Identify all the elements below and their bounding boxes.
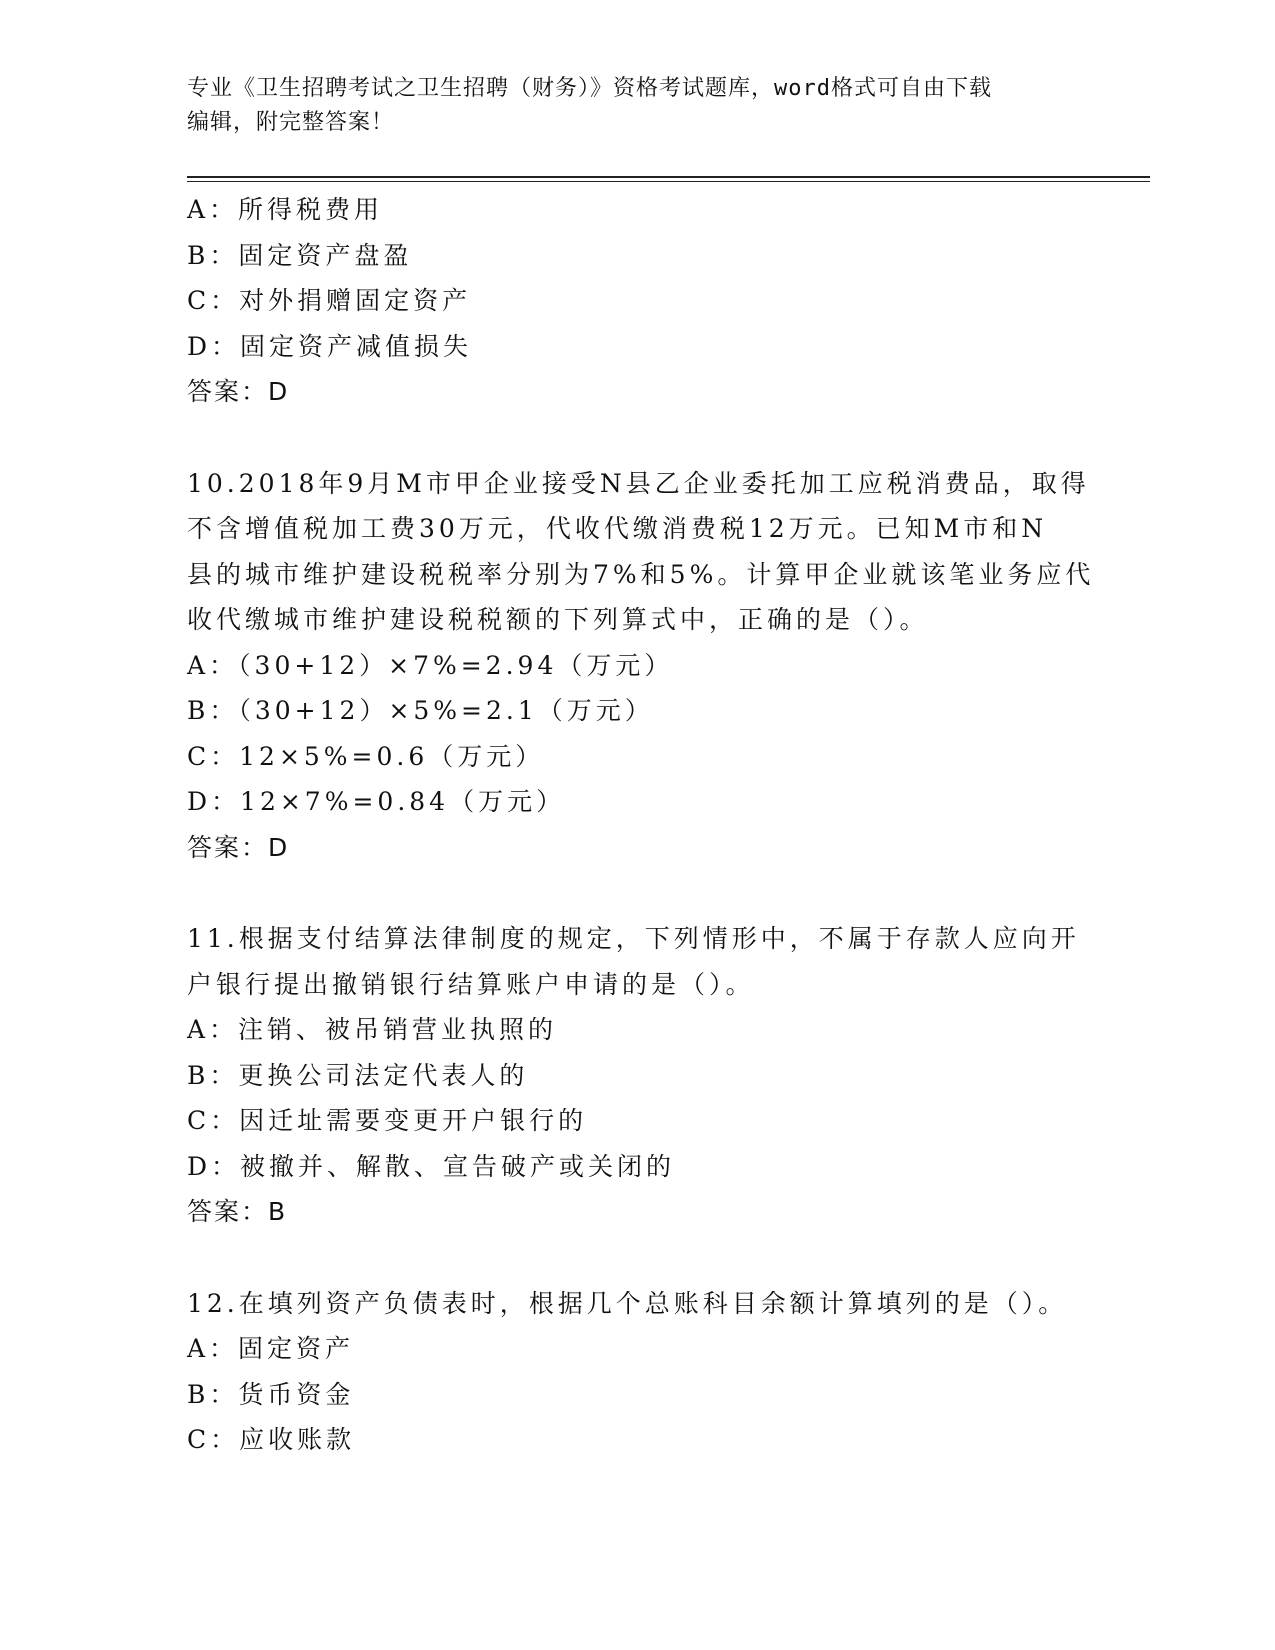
option-c: C：对外捐赠固定资产 xyxy=(187,286,472,315)
question-stem-line: 收代缴城市维护建设税税额的下列算式中，正确的是（）。 xyxy=(187,605,929,634)
header-divider-thick xyxy=(187,176,1150,178)
question-12 xyxy=(187,1281,1087,1463)
header-divider-thin xyxy=(187,181,1150,182)
question-10 xyxy=(187,461,1095,871)
option-d: D：固定资产减值损失 xyxy=(187,331,473,361)
document-header xyxy=(187,72,1087,140)
header-line-2: 编辑，附完整答案！ xyxy=(187,110,395,135)
spacer xyxy=(187,870,1087,916)
question-stem-line: 户银行提出撤销银行结算账户申请的是（）。 xyxy=(187,969,755,999)
option-b: B：固定资产盘盈 xyxy=(187,240,413,270)
spacer xyxy=(187,1235,1087,1281)
header-line-1: 专业《卫生招聘考试之卫生招聘（财务）》资格考试题库，word格式可自由下载 xyxy=(187,76,992,101)
answer: 答案：D xyxy=(187,377,290,406)
option-a: A：固定资产 xyxy=(187,1334,355,1363)
option-d: D：12×7%=0.84（万元） xyxy=(187,787,566,816)
answer: 答案：D xyxy=(187,832,290,862)
option-d: D：被撤并、解散、宣告破产或关闭的 xyxy=(187,1151,676,1181)
question-stem-line: 12.在填列资产负债表时，根据几个总账科目余额计算填列的是（）。 xyxy=(187,1288,1068,1318)
option-c: C：应收账款 xyxy=(187,1425,356,1454)
option-a: A：注销、被吊销营业执照的 xyxy=(187,1015,558,1044)
question-11 xyxy=(187,916,1087,1235)
option-b: B：（30+12）×5%=2.1（万元） xyxy=(187,696,654,725)
option-c: C：12×5%=0.6（万元） xyxy=(187,741,545,771)
question-stem-line: 11.根据支付结算法律制度的规定，下列情形中，不属于存款人应向开 xyxy=(187,924,1080,953)
option-b: B：货币资金 xyxy=(187,1379,355,1409)
question-list xyxy=(187,187,1095,1463)
question-stem-line: 县的城市维护建设税税率分别为7%和5%。计算甲企业就该笔业务应代 xyxy=(187,559,1095,589)
option-a: A：（30+12）×7%=2.94（万元） xyxy=(187,650,674,680)
question-stem-line: 不含增值税加工费30万元，代收代缴消费税12万元。已知M市和N xyxy=(187,514,1048,543)
answer: 答案：B xyxy=(187,1197,288,1226)
option-a: A：所得税费用 xyxy=(187,195,384,224)
option-b: B：更换公司法定代表人的 xyxy=(187,1060,529,1090)
question-stem-line: 10.2018年9月M市甲企业接受N县乙企业委托加工应税消费品，取得 xyxy=(187,468,1090,498)
question-9 xyxy=(187,187,1087,415)
spacer xyxy=(187,415,1087,461)
option-c: C：因迁址需要变更开户银行的 xyxy=(187,1106,588,1135)
